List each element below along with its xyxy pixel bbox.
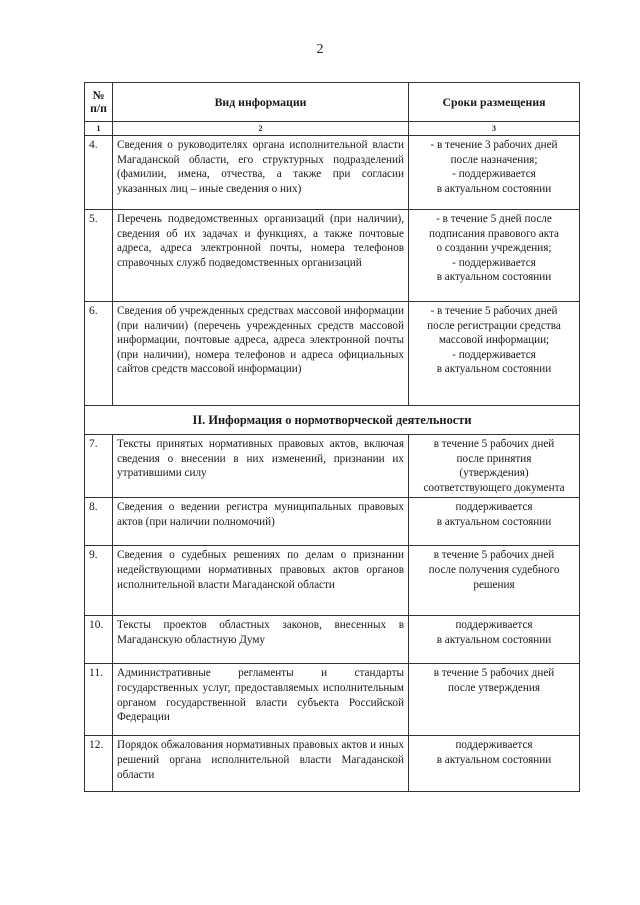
- row-deadline: [409, 736, 580, 792]
- section-row: [85, 406, 580, 435]
- deadline-line: - поддерживается: [452, 168, 536, 181]
- deadline-line: в актуальном состоянии: [436, 753, 552, 766]
- deadline-line: в актуальном состоянии: [436, 363, 552, 376]
- row-number: 8.: [85, 498, 113, 546]
- row-info: Тексты проектов областных законов, внесенных в Магаданскую областную Думу: [113, 616, 409, 664]
- deadline-line: после принятия: [456, 452, 532, 465]
- deadline-line: решения: [473, 578, 515, 591]
- deadline-line: поддерживается: [455, 501, 533, 514]
- header-deadline: Сроки размещения: [409, 83, 580, 122]
- table-row: [85, 546, 580, 616]
- deadline-line: поддерживается: [455, 739, 533, 752]
- row-info: Сведения о руководителях органа исполнительной власти Магаданской области, его структурных подразделений (фамилии, имена, отчества, а также при согласии указанных лиц – иные сведения о них): [113, 136, 409, 210]
- deadline-line: после назначения;: [450, 153, 538, 166]
- row-number: 7.: [85, 435, 113, 498]
- row-number: 6.: [85, 302, 113, 406]
- deadline-line: - поддерживается: [452, 256, 536, 269]
- deadline-line: в актуальном состоянии: [436, 515, 552, 528]
- row-deadline: [409, 435, 580, 498]
- deadline-line: в течение 5 рабочих дней: [433, 438, 555, 450]
- row-number: 10.: [85, 616, 113, 664]
- row-deadline: [409, 498, 580, 546]
- row-number: 12.: [85, 736, 113, 792]
- row-info: Сведения о судебных решениях по делам о признании недействующими нормативных правовых актов органов исполнительной власти Магаданской области: [113, 546, 409, 616]
- deadline-line: после утверждения: [448, 681, 540, 694]
- deadline-line: в актуальном состоянии: [436, 182, 552, 195]
- deadline-line: в актуальном состоянии: [436, 271, 552, 284]
- deadline-line: (утверждения): [459, 467, 529, 480]
- column-index: 2: [113, 122, 409, 136]
- row-number: 11.: [85, 664, 113, 736]
- row-deadline: [409, 664, 580, 736]
- table-row: [85, 664, 580, 736]
- information-table: [84, 82, 580, 792]
- row-deadline: [409, 302, 580, 406]
- deadline-line: - в течение 3 рабочих дней: [430, 139, 558, 151]
- table-row: [85, 210, 580, 302]
- row-deadline: [409, 210, 580, 302]
- header-info-type: Вид информации: [113, 83, 409, 122]
- column-index: 3: [409, 122, 580, 136]
- row-info: Порядок обжалования нормативных правовых актов и иных решений органа исполнительной власти Магаданской области: [113, 736, 409, 792]
- row-deadline: [409, 136, 580, 210]
- deadline-line: в течение 5 рабочих дней: [433, 549, 555, 562]
- deadline-line: в течение 5 рабочих дней: [433, 667, 555, 680]
- deadline-line: после регистрации средства: [427, 319, 561, 332]
- row-deadline: [409, 616, 580, 664]
- column-index-row: [85, 122, 580, 136]
- row-number: 9.: [85, 546, 113, 616]
- table-row: [85, 435, 580, 498]
- deadline-line: - в течение 5 рабочих дней: [430, 305, 558, 317]
- table-row: [85, 736, 580, 792]
- section-title: II. Информация о нормотворческой деятельности: [85, 406, 580, 435]
- row-info: Сведения о ведении регистра муниципальных правовых актов (при наличии полномочий): [113, 498, 409, 546]
- table-row: [85, 616, 580, 664]
- row-info: Сведения об учрежденных средствах массовой информации (при наличии) (перечень учрежденных средств массовой информации, почтовые адреса, адреса электронной почты (при наличии), номера телефонов и адреса официальных сайтов средств массовой информации): [113, 302, 409, 406]
- column-index: 1: [85, 122, 113, 136]
- row-info: Тексты принятых нормативных правовых актов, включая сведения о внесении в них изменений, признании их утратившими силу: [113, 435, 409, 498]
- deadline-line: подписания правового акта: [429, 227, 559, 240]
- row-info: Административные регламенты и стандарты государственных услуг, предоставляемых исполнительным органом государственной власти субъекта Российской Федерации: [113, 664, 409, 736]
- header-number: № п/п: [85, 83, 113, 122]
- deadline-line: о создании учреждения;: [436, 242, 552, 255]
- deadline-line: массовой информации;: [438, 334, 550, 347]
- table-row: [85, 136, 580, 210]
- deadline-line: в актуальном состоянии: [436, 633, 552, 646]
- deadline-line: соответствующего документа: [423, 481, 565, 494]
- table-row: [85, 498, 580, 546]
- row-info: Перечень подведомственных организаций (при наличии), сведения об их задачах и функциях, а также почтовые адреса, адреса электронной почты, номера телефонов справочных служб подведомственных организаций: [113, 210, 409, 302]
- deadline-line: - поддерживается: [452, 348, 536, 361]
- deadline-line: - в течение 5 дней после: [436, 213, 552, 225]
- deadline-line: после получения судебного: [428, 563, 560, 576]
- row-number: 4.: [85, 136, 113, 210]
- table-header-row: [85, 83, 580, 122]
- page-number: 2: [316, 42, 324, 57]
- deadline-line: поддерживается: [455, 619, 533, 632]
- row-number: 5.: [85, 210, 113, 302]
- row-deadline: [409, 546, 580, 616]
- table-row: [85, 302, 580, 406]
